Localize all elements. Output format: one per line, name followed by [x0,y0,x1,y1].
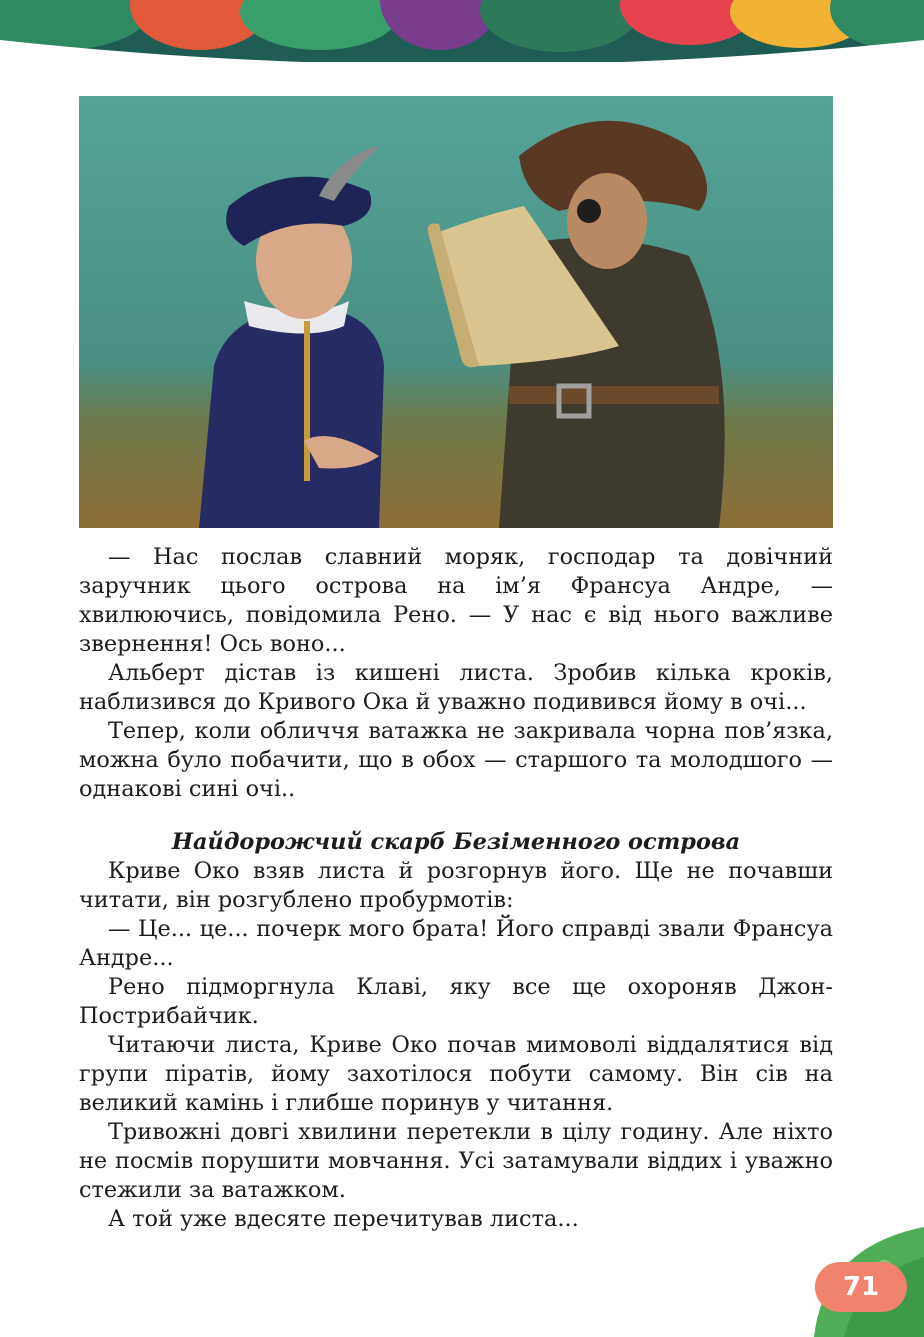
story-text [79,543,833,1234]
page-number: 71 [842,1272,880,1302]
paragraph: — Нас послав славний моряк, господар та довічний заручник цього острова на ім’я Франсуа Андре, — хвилюючись, повідомила Рено. — У нас є від нього важливе звернення! Ось воно... [79,544,833,657]
paragraph: Читаючи листа, Криве Око почав мимоволі віддалятися від групи піратів, йому захотілося побути самому. Він сів на великий камінь і глибше поринув у читання. [79,1032,833,1116]
page-number-badge [815,1262,907,1312]
paragraph: Тепер, коли обличчя ватажка не закривала чорна пов’язка, можна було побачити, що в обох — старшого та молодшого — однакові сині очі.. [79,718,833,802]
paragraph: — Це... це... почерк мого брата! Його справді звали Франсуа Андре... [79,916,833,971]
paragraph: Тривожні довгі хвилини перетекли в цілу годину. Але ніхто не посмів порушити мовчання. Усі затамували віддих і уважно стежили за ватажком. [79,1119,833,1203]
paragraph: Криве Око взяв листа й розгорнув його. Ще не почавши читати, він розгублено пробурмотів: [79,858,833,913]
chapter-title: Найдорожчий скарб Безіменного острова [171,829,741,855]
paragraph: А той уже вдесяте перечитував листа... [108,1206,579,1232]
paragraph: Рено підморгнула Клаві, яку все ще охороняв Джон-Пострибайчик. [79,974,833,1029]
paragraph: Альберт дістав із кишені листа. Зробив кілька кроків, наблизився до Кривого Ока й уважно подивився йому в очі... [79,660,833,715]
story-illustration [79,96,833,528]
pirate-and-boy-with-map-illustration [79,96,833,528]
top-leaves-border [0,0,924,62]
